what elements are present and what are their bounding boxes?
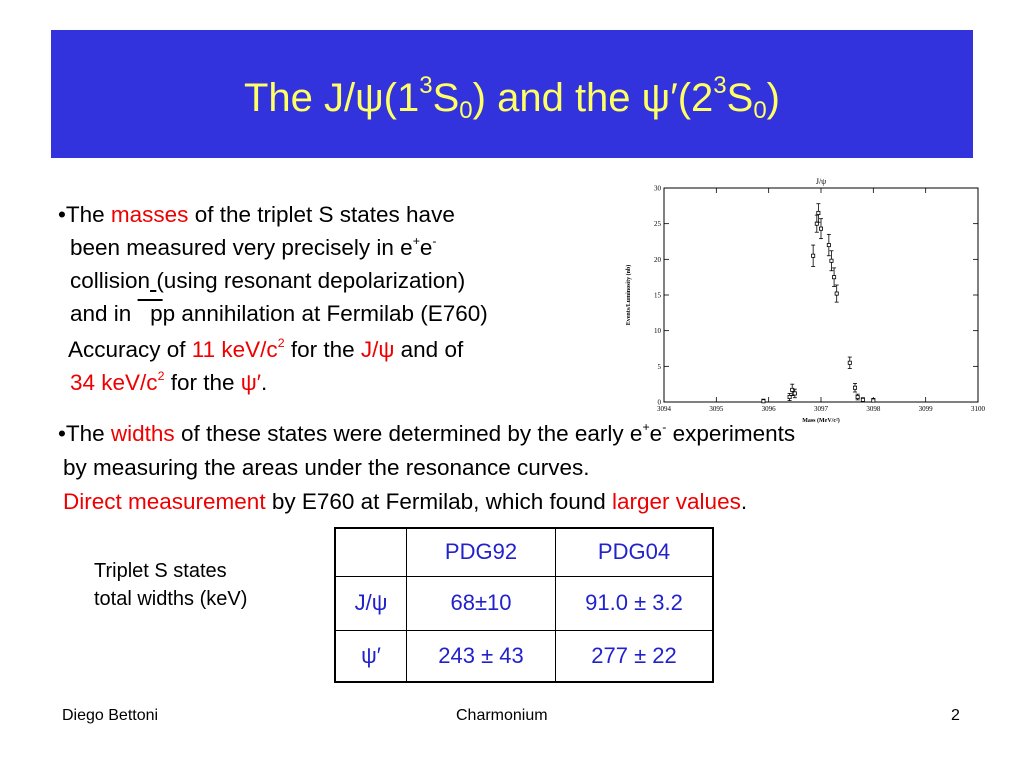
plot-title: J/ψ bbox=[815, 177, 827, 186]
footer-author: Diego Bettoni bbox=[62, 707, 159, 724]
data-point bbox=[762, 400, 765, 403]
x-tick-label: 3098 bbox=[866, 405, 881, 413]
y-tick-label: 30 bbox=[654, 184, 661, 193]
table-row bbox=[335, 630, 713, 682]
table-header-cell: PDG92 bbox=[407, 528, 556, 576]
title-part: ) bbox=[766, 76, 780, 120]
data-point bbox=[848, 361, 851, 364]
bullet2-line2: by measuring the areas under the resonance curves. bbox=[63, 455, 590, 480]
bullet2-line3: Direct measurement by E760 at Fermilab, which found larger values. bbox=[63, 489, 748, 514]
bullet1-line1: •The masses of the triplet S states have bbox=[58, 202, 455, 227]
data-point bbox=[872, 399, 875, 402]
data-point bbox=[832, 276, 835, 279]
table-header-row bbox=[335, 528, 713, 576]
x-tick-label: 3094 bbox=[657, 405, 671, 413]
bullet1-line2: been measured very precisely in e+e- bbox=[70, 234, 437, 260]
y-tick-label: 20 bbox=[654, 255, 661, 264]
data-point bbox=[853, 386, 856, 389]
plot-xlabel: Mass (MeV/c²) bbox=[802, 418, 840, 424]
data-point bbox=[812, 254, 815, 257]
bullet1-line6: 34 keV/$c^2$ for the ψ′. bbox=[70, 369, 268, 395]
title-part: S bbox=[432, 76, 460, 120]
x-tick-label: 3096 bbox=[761, 405, 776, 413]
bullet1-line3: collision (using resonant depolarization) bbox=[70, 268, 466, 293]
data-point bbox=[793, 392, 796, 395]
title-psiprime: ψ′ bbox=[641, 76, 678, 120]
data-point bbox=[819, 227, 822, 230]
data-point bbox=[827, 243, 830, 246]
jpsi-resonance-plot bbox=[618, 176, 985, 426]
bullet1-line5: Accuracy of 11 keV/$c^2$ for the J/ψ and of bbox=[68, 336, 464, 362]
x-tick-label: 3097 bbox=[814, 405, 828, 413]
footer-page-number: 2 bbox=[951, 707, 960, 724]
data-point bbox=[791, 388, 794, 391]
y-tick-label: 25 bbox=[654, 220, 661, 229]
data-point bbox=[835, 292, 838, 295]
table-cell: J/ψ bbox=[335, 576, 407, 630]
plot-ylabel: Events/Luminosity (nb) bbox=[626, 264, 632, 326]
table-header-cell: PDG04 bbox=[556, 528, 714, 576]
x-tick-label: 3095 bbox=[709, 405, 724, 413]
title-part: The J/ bbox=[244, 76, 356, 120]
x-tick-label: 3099 bbox=[918, 405, 933, 413]
y-tick-label: 5 bbox=[657, 362, 661, 371]
title-sub: 0 bbox=[459, 97, 473, 125]
data-point bbox=[830, 259, 833, 262]
y-tick-label: 15 bbox=[654, 291, 661, 300]
table-header-cell bbox=[335, 528, 407, 576]
widths-table bbox=[334, 527, 714, 683]
table-cell: 91.0 ± 3.2 bbox=[556, 576, 714, 630]
table-cell: 277 ± 22 bbox=[556, 630, 714, 682]
caption-line: Triplet S states bbox=[94, 560, 227, 582]
bullet2-line1: •The widths of these states were determined by the early e+e- experiments bbox=[58, 420, 796, 446]
x-tick-label: 3100 bbox=[971, 405, 985, 413]
data-point bbox=[817, 211, 820, 214]
title-banner bbox=[51, 30, 973, 158]
y-tick-label: 10 bbox=[654, 327, 661, 336]
footer-title: Charmonium bbox=[456, 707, 548, 724]
title-part: S bbox=[726, 76, 754, 120]
table-row bbox=[335, 576, 713, 630]
title-part: (1 bbox=[383, 76, 420, 120]
slide-title bbox=[51, 72, 973, 125]
table-cell: ψ′ bbox=[335, 630, 407, 682]
y-tick-label: 0 bbox=[657, 398, 661, 407]
table-cell: 68±10 bbox=[407, 576, 556, 630]
table-caption bbox=[94, 557, 247, 613]
title-sub: 0 bbox=[753, 97, 767, 125]
title-part: ) and the bbox=[472, 76, 642, 120]
title-psi: ψ bbox=[355, 76, 384, 120]
bullet1-line4: and in pp annihilation at Fermilab (E760) bbox=[70, 301, 488, 326]
caption-line: total widths (keV) bbox=[94, 588, 248, 610]
title-sup: 3 bbox=[713, 72, 727, 99]
title-part: (2 bbox=[677, 76, 714, 120]
table-cell: 243 ± 43 bbox=[407, 630, 556, 682]
data-point bbox=[856, 395, 859, 398]
data-point bbox=[861, 398, 864, 401]
title-sup: 3 bbox=[419, 72, 433, 99]
